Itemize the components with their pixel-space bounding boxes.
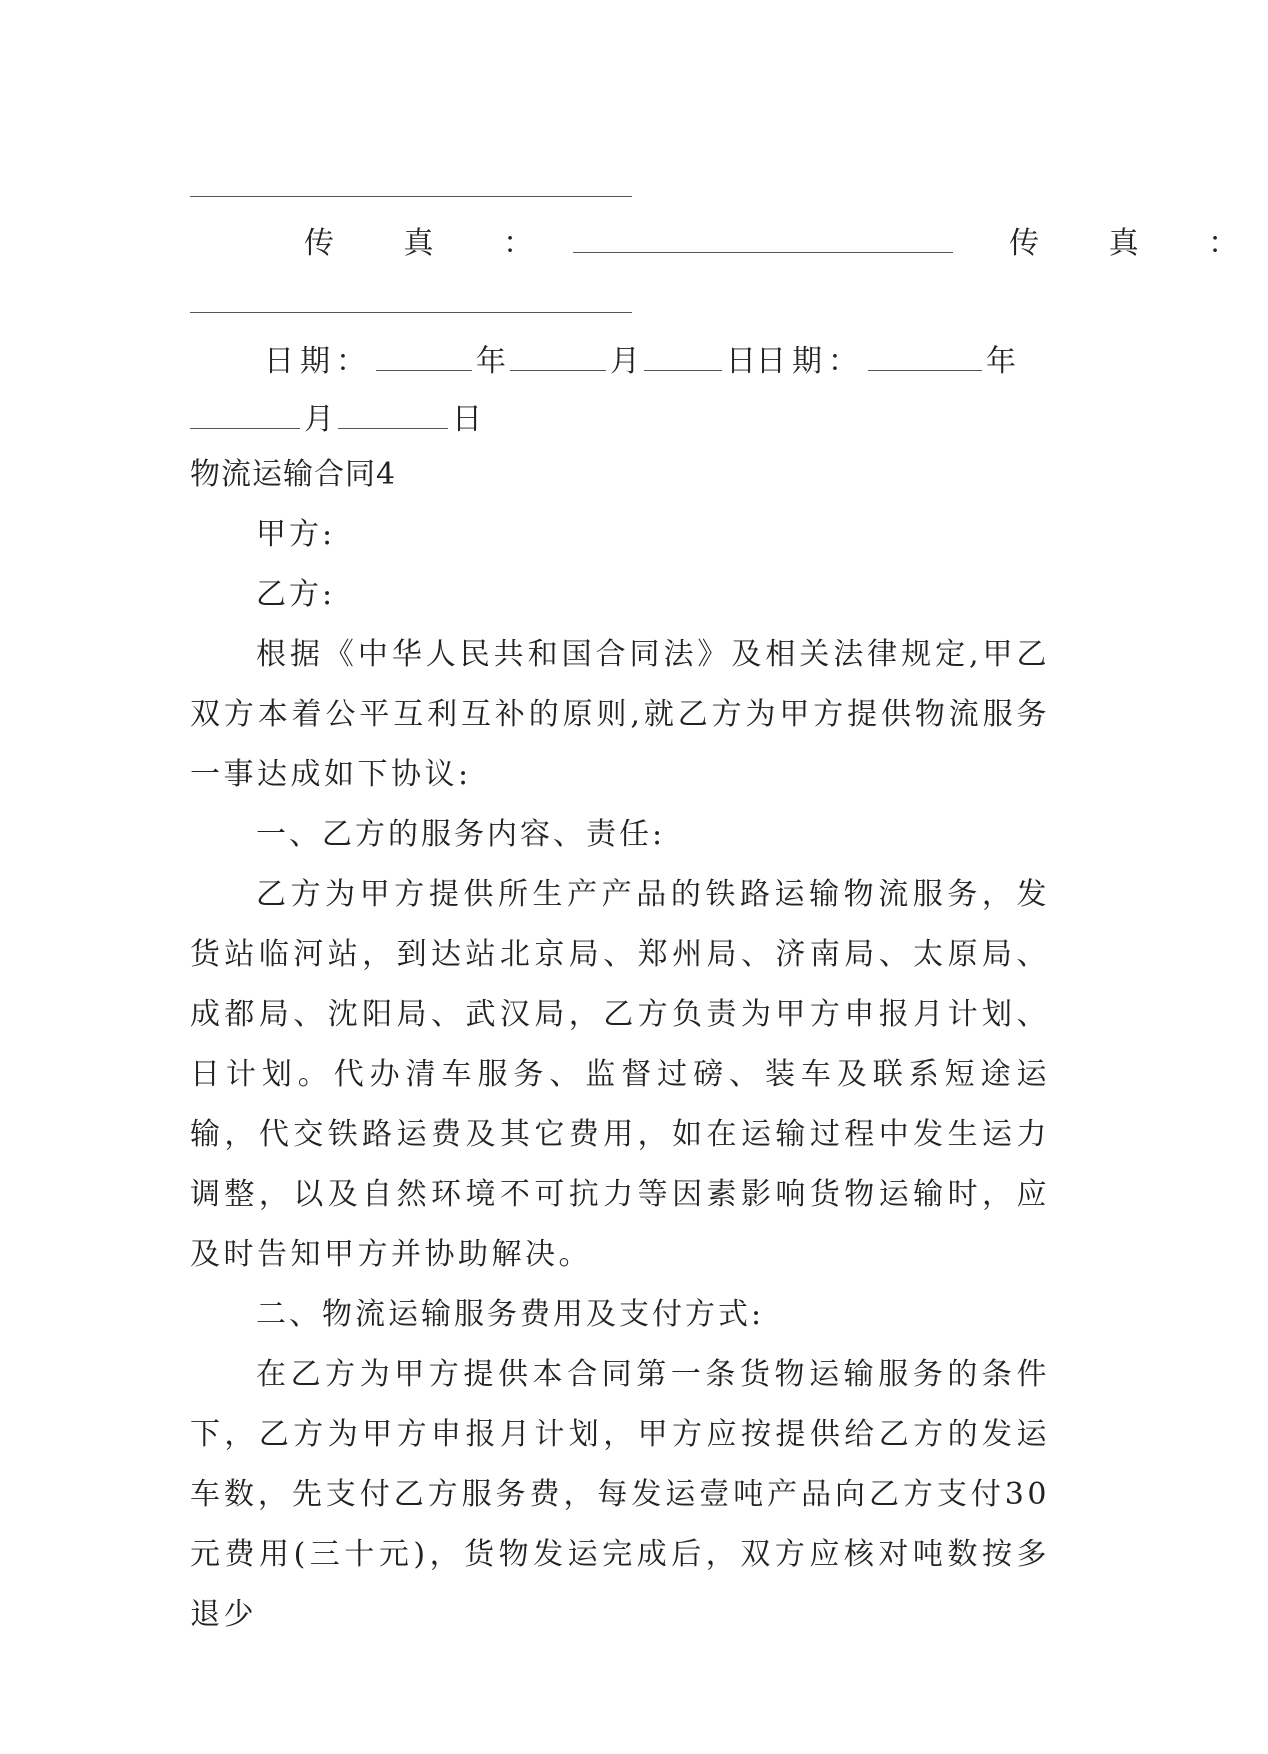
section-2-heading: 二、物流运输服务费用及支付方式: xyxy=(256,1297,765,1332)
fax-row xyxy=(190,222,1268,264)
party-a-line: 甲方: xyxy=(256,517,336,552)
date-row xyxy=(190,340,1050,382)
month-char-a: 月 xyxy=(610,344,640,379)
party-b-line: 乙方: xyxy=(256,577,336,612)
preamble-paragraph: 根据《中华人民共和国合同法》及相关法律规定,甲乙双方本着公平互利互补的原则,就乙方为甲方提供物流服务一事达成如下协议: xyxy=(190,637,1050,792)
fax-label-party-b: 传 真 ： xyxy=(1009,226,1268,261)
fax-blank-party-a[interactable] xyxy=(573,222,953,253)
section-2-paragraph: 在乙方为甲方提供本合同第一条货物运输服务的条件下，乙方为甲方申报月计划，甲方应按提供给乙方的发运车数，先支付乙方服务费，每发运壹吨产品向乙方支付30元费用(三十元)，货物发运完成后，双方应核对吨数按多退少 xyxy=(190,1357,1050,1632)
date-label-party-a: 日期： xyxy=(264,344,372,379)
date-label-party-b: 日期： xyxy=(756,344,864,379)
date-day-blank-b[interactable] xyxy=(338,398,448,429)
date-month-blank-b[interactable] xyxy=(190,398,300,429)
section-1-paragraph: 乙方为甲方提供所生产产品的铁路运输物流服务，发货站临河站，到达站北京局、郑州局、济南局、太原局、成都局、沈阳局、武汉局，乙方负责为甲方申报月计划、日计划。代办清车服务、监督过磅、装车及联系短途运输，代交铁路运费及其它费用，如在运输过程中发生运力调整，以及自然环境不可抗力等因素影响货物运输时，应及时告知甲方并协助解决。 xyxy=(190,877,1050,1272)
date-month-blank-a[interactable] xyxy=(510,340,606,371)
date-year-blank-b[interactable] xyxy=(868,340,982,371)
fax-label-party-a: 传 真 ： xyxy=(304,226,564,261)
year-char-b: 年 xyxy=(986,344,1016,379)
date-year-blank-a[interactable] xyxy=(376,340,472,371)
date-day-blank-a[interactable] xyxy=(644,340,722,371)
contract-title: 物流运输合同4 xyxy=(190,457,397,492)
fax-blank-continuation xyxy=(190,312,632,313)
signature-blank-line xyxy=(190,196,632,197)
month-char-b: 月 xyxy=(304,402,334,437)
date-row-continuation xyxy=(190,398,1050,440)
day-char-a: 日 xyxy=(726,344,756,379)
section-1-heading: 一、乙方的服务内容、责任: xyxy=(256,817,666,852)
day-char-b: 日 xyxy=(452,402,482,437)
year-char-a: 年 xyxy=(476,344,506,379)
